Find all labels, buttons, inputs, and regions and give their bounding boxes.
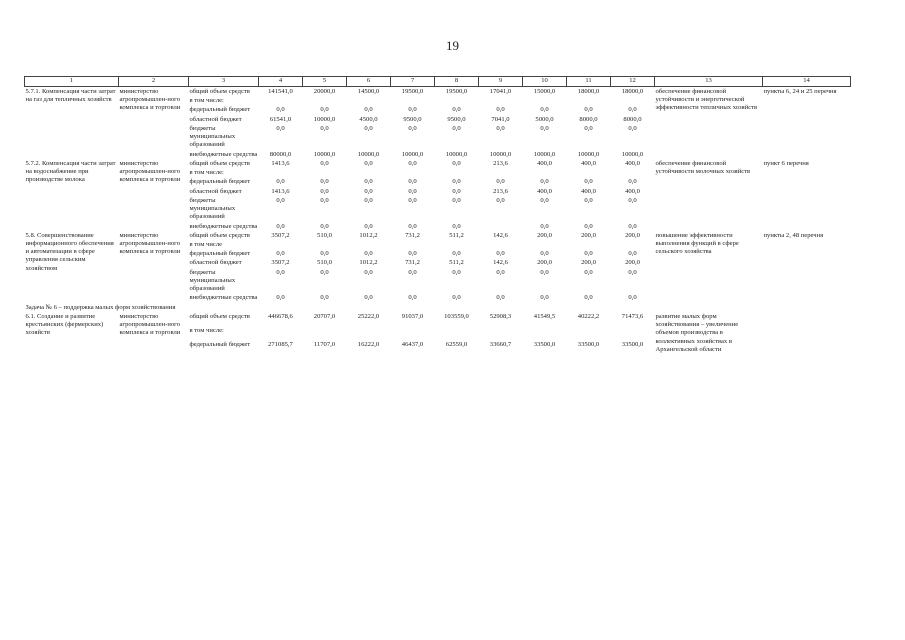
value-cell: 0,0 bbox=[364, 124, 373, 132]
expected-result: обеспечение финансовой устойчивости и энергетической эффективности тепличных хозяйств bbox=[655, 88, 758, 112]
empty-cell bbox=[259, 240, 303, 249]
value-cell: 0,0 bbox=[276, 222, 285, 230]
value-cell: 213,6 bbox=[493, 187, 508, 195]
empty-cell bbox=[347, 168, 391, 177]
value-cell: 142,6 bbox=[493, 231, 508, 239]
value-cell: 10000,0 bbox=[401, 150, 424, 158]
header-cell: 14 bbox=[763, 77, 851, 87]
value-cell: 0,0 bbox=[628, 106, 637, 114]
value-cell: 200,0 bbox=[537, 259, 552, 267]
value-cell: 0,0 bbox=[408, 294, 417, 302]
value-cell: 0,0 bbox=[496, 294, 505, 302]
value-cell: 0,0 bbox=[276, 178, 285, 186]
value-cell bbox=[479, 222, 523, 231]
value-cell: 19500,0 bbox=[445, 88, 468, 95]
including-label: в том числе bbox=[189, 240, 223, 248]
value-cell: 17041,0 bbox=[489, 88, 512, 95]
header-cell: 13 bbox=[655, 77, 763, 87]
value-cell: 200,0 bbox=[537, 231, 552, 239]
value-cell: 0,0 bbox=[364, 268, 373, 276]
expected-result: повышение эффективности выполнения функций в сфере сельского хозяйства bbox=[655, 231, 739, 256]
value-cell: 0,0 bbox=[628, 178, 637, 186]
value-cell: 0,0 bbox=[452, 222, 461, 230]
value-cell: 0,0 bbox=[540, 294, 549, 302]
value-cell: 0,0 bbox=[364, 187, 373, 195]
reference bbox=[763, 312, 851, 354]
value-cell: 0,0 bbox=[628, 250, 637, 258]
empty-cell bbox=[303, 326, 347, 340]
funding-source: бюджеты муниципальных образований bbox=[189, 196, 236, 221]
empty-cell bbox=[611, 96, 655, 105]
value-cell: 0,0 bbox=[496, 268, 505, 276]
value-cell: 0,0 bbox=[320, 106, 329, 114]
value-cell: 20707,0 bbox=[313, 312, 336, 320]
value-cell: 446678,6 bbox=[268, 312, 293, 320]
measure-name: 5.7.1. Компенсация части затрат на газ для тепличных хозяйств bbox=[25, 88, 116, 104]
value-cell: 14500,0 bbox=[357, 88, 380, 95]
value-cell: 142,6 bbox=[493, 259, 508, 267]
value-cell: 0,0 bbox=[452, 196, 461, 204]
expected-result: обеспечение финансовой устойчивости молочных хозяйств bbox=[655, 159, 751, 176]
value-cell: 200,0 bbox=[625, 259, 640, 267]
value-cell: 0,0 bbox=[408, 178, 417, 186]
value-cell: 400,0 bbox=[581, 187, 596, 195]
reference: пункты 6, 24 и 25 перечня bbox=[763, 88, 837, 95]
value-cell: 0,0 bbox=[364, 222, 373, 230]
empty-cell bbox=[391, 240, 435, 249]
column-number-row bbox=[25, 77, 851, 87]
value-cell: 511,2 bbox=[449, 231, 464, 239]
value-cell: 0,0 bbox=[452, 124, 461, 132]
empty-cell bbox=[347, 326, 391, 340]
value-cell: 71473,6 bbox=[621, 312, 644, 320]
value-cell: 0,0 bbox=[628, 196, 637, 204]
table-row bbox=[25, 312, 851, 326]
empty-cell bbox=[523, 168, 567, 177]
funding-source: внебюджетные средства bbox=[189, 150, 258, 158]
task-row bbox=[25, 303, 851, 312]
value-cell: 0,0 bbox=[628, 124, 637, 132]
value-cell: 0,0 bbox=[584, 250, 593, 258]
funding-source: областной бюджет bbox=[189, 187, 242, 195]
empty-cell bbox=[567, 240, 611, 249]
value-cell: 0,0 bbox=[584, 268, 593, 276]
value-cell: 19500,0 bbox=[401, 88, 424, 95]
header-cell: 1 bbox=[25, 77, 119, 87]
value-cell: 0,0 bbox=[496, 124, 505, 132]
value-cell: 10000,0 bbox=[313, 115, 336, 123]
value-cell: 510,0 bbox=[317, 259, 332, 267]
value-cell: 0,0 bbox=[320, 250, 329, 258]
value-cell: 400,0 bbox=[537, 159, 552, 167]
reference: пункт 6 перечня bbox=[763, 159, 809, 167]
value-cell: 0,0 bbox=[540, 268, 549, 276]
header-cell: 8 bbox=[435, 77, 479, 87]
value-cell: 0,0 bbox=[628, 268, 637, 276]
program-table bbox=[24, 76, 851, 354]
value-cell: 0,0 bbox=[584, 294, 593, 302]
value-cell: 25222,0 bbox=[357, 312, 380, 320]
value-cell: 0,0 bbox=[584, 106, 593, 114]
value-cell: 41549,5 bbox=[533, 312, 556, 320]
value-cell: 9500,0 bbox=[403, 115, 422, 123]
value-cell: 1012,2 bbox=[359, 231, 378, 239]
value-cell: 0,0 bbox=[408, 159, 417, 167]
value-cell: 1413,6 bbox=[271, 159, 290, 167]
value-cell: 0,0 bbox=[540, 196, 549, 204]
funding-source: общий объем средств bbox=[189, 88, 250, 95]
task-heading: Задача № 6 – поддержка малых форм хозяйствования bbox=[25, 303, 176, 311]
funding-source: общий объем средств bbox=[189, 312, 250, 320]
empty-cell bbox=[435, 240, 479, 249]
header-cell: 6 bbox=[347, 77, 391, 87]
value-cell: 10000,0 bbox=[621, 150, 644, 158]
value-cell: 0,0 bbox=[452, 250, 461, 258]
value-cell: 0,0 bbox=[364, 106, 373, 114]
executor: министерство агропромышлен-ного комплекса и торговли bbox=[119, 312, 181, 337]
empty-cell bbox=[391, 168, 435, 177]
value-cell: 0,0 bbox=[452, 159, 461, 167]
measure-name: 6.1. Создание и развитие крестьянских (фермерских) хозяйств bbox=[25, 312, 104, 337]
value-cell: 0,0 bbox=[540, 106, 549, 114]
empty-cell bbox=[479, 168, 523, 177]
value-cell: 0,0 bbox=[496, 106, 505, 114]
funding-source: бюджеты муниципальных образований bbox=[189, 268, 236, 293]
empty-cell bbox=[479, 96, 523, 105]
empty-cell bbox=[611, 240, 655, 249]
value-cell: 8000,0 bbox=[623, 115, 642, 123]
value-cell: 9500,0 bbox=[447, 115, 466, 123]
table-body bbox=[25, 87, 851, 355]
empty-cell bbox=[611, 168, 655, 177]
funding-source: федеральный бюджет bbox=[189, 178, 251, 186]
empty-cell bbox=[567, 168, 611, 177]
value-cell: 200,0 bbox=[625, 231, 640, 239]
value-cell: 10000,0 bbox=[445, 150, 468, 158]
value-cell: 16222,0 bbox=[357, 340, 380, 348]
value-cell: 0,0 bbox=[540, 250, 549, 258]
funding-source: бюджеты муниципальных образований bbox=[189, 124, 236, 149]
value-cell: 400,0 bbox=[537, 187, 552, 195]
value-cell: 10000,0 bbox=[313, 150, 336, 158]
empty-cell bbox=[567, 96, 611, 105]
including-label: в том числе: bbox=[189, 97, 224, 105]
value-cell: 731,2 bbox=[405, 231, 420, 239]
value-cell: 0,0 bbox=[408, 187, 417, 195]
header-cell: 12 bbox=[611, 77, 655, 87]
value-cell: 0,0 bbox=[364, 196, 373, 204]
value-cell: 33660,7 bbox=[489, 340, 512, 348]
funding-source: внебюджетные средства bbox=[189, 222, 258, 230]
value-cell: 0,0 bbox=[364, 294, 373, 302]
empty-cell bbox=[391, 326, 435, 340]
value-cell: 103559,0 bbox=[444, 312, 469, 320]
empty-cell bbox=[259, 326, 303, 340]
empty-cell bbox=[347, 240, 391, 249]
value-cell: 731,2 bbox=[405, 259, 420, 267]
empty-cell bbox=[303, 96, 347, 105]
measure-name: 5.8. Совершенствование информационного обеспечения и автоматизации в сфере управления сельским хозяйством bbox=[25, 231, 114, 272]
funding-source: федеральный бюджет bbox=[189, 340, 251, 348]
value-cell: 0,0 bbox=[320, 268, 329, 276]
empty-cell bbox=[479, 326, 523, 340]
value-cell: 5000,0 bbox=[535, 115, 554, 123]
empty-cell bbox=[303, 168, 347, 177]
empty-cell bbox=[479, 240, 523, 249]
value-cell: 18000,0 bbox=[577, 88, 600, 95]
header-cell: 4 bbox=[259, 77, 303, 87]
page-number: 19 bbox=[446, 38, 459, 53]
measure-name: 5.7.2. Компенсация части затрат на водоснабжение при производстве молока bbox=[25, 159, 116, 184]
value-cell: 3507,2 bbox=[271, 259, 290, 267]
empty-cell bbox=[567, 326, 611, 340]
funding-source: областной бюджет bbox=[189, 259, 242, 267]
table-row bbox=[25, 231, 851, 240]
value-cell: 10000,0 bbox=[357, 150, 380, 158]
value-cell: 10000,0 bbox=[533, 150, 556, 158]
value-cell: 0,0 bbox=[408, 124, 417, 132]
value-cell: 0,0 bbox=[276, 124, 285, 132]
value-cell: 4500,0 bbox=[359, 115, 378, 123]
value-cell: 1012,2 bbox=[359, 259, 378, 267]
value-cell: 18000,0 bbox=[621, 88, 644, 95]
value-cell: 0,0 bbox=[320, 196, 329, 204]
value-cell: 0,0 bbox=[408, 196, 417, 204]
value-cell: 15000,0 bbox=[533, 88, 556, 95]
value-cell: 0,0 bbox=[320, 222, 329, 230]
value-cell: 0,0 bbox=[408, 222, 417, 230]
value-cell: 141541,0 bbox=[268, 88, 293, 95]
empty-cell bbox=[523, 326, 567, 340]
value-cell: 0,0 bbox=[320, 187, 329, 195]
value-cell: 0,0 bbox=[276, 106, 285, 114]
reference: пункты 2, 48 перечня bbox=[763, 231, 824, 239]
value-cell: 0,0 bbox=[364, 178, 373, 186]
value-cell: 200,0 bbox=[581, 231, 596, 239]
value-cell: 1413,6 bbox=[271, 187, 290, 195]
value-cell: 0,0 bbox=[276, 268, 285, 276]
value-cell: 0,0 bbox=[276, 250, 285, 258]
value-cell: 511,2 bbox=[449, 259, 464, 267]
expected-result: развитие малых форм хозяйствования – увеличение объемов производства в коллективных хозяйствах в Архангельской области bbox=[655, 312, 739, 353]
value-cell: 0,0 bbox=[408, 250, 417, 258]
empty-cell bbox=[259, 168, 303, 177]
value-cell: 400,0 bbox=[625, 159, 640, 167]
value-cell: 400,0 bbox=[625, 187, 640, 195]
value-cell: 0,0 bbox=[628, 222, 637, 230]
value-cell: 91037,0 bbox=[401, 312, 424, 320]
value-cell: 11707,0 bbox=[313, 340, 336, 348]
value-cell: 0,0 bbox=[584, 222, 593, 230]
value-cell: 0,0 bbox=[540, 124, 549, 132]
value-cell: 33500,0 bbox=[577, 340, 600, 348]
value-cell: 271085,7 bbox=[268, 340, 293, 348]
funding-source: федеральный бюджет bbox=[189, 250, 251, 258]
empty-cell bbox=[391, 96, 435, 105]
funding-source: общий объем средств bbox=[189, 231, 250, 239]
table-row bbox=[25, 87, 851, 97]
empty-cell bbox=[523, 96, 567, 105]
value-cell: 3507,2 bbox=[271, 231, 290, 239]
funding-source: общий объем средств bbox=[189, 159, 250, 167]
value-cell: 8000,0 bbox=[579, 115, 598, 123]
value-cell: 0,0 bbox=[364, 159, 373, 167]
value-cell: 0,0 bbox=[408, 106, 417, 114]
value-cell: 10000,0 bbox=[577, 150, 600, 158]
including-label: в том числе: bbox=[189, 326, 224, 334]
header-cell: 10 bbox=[523, 77, 567, 87]
value-cell: 0,0 bbox=[628, 294, 637, 302]
value-cell: 0,0 bbox=[320, 124, 329, 132]
value-cell: 61541,0 bbox=[269, 115, 292, 123]
value-cell: 46437,0 bbox=[401, 340, 424, 348]
value-cell: 0,0 bbox=[452, 294, 461, 302]
value-cell: 0,0 bbox=[452, 268, 461, 276]
value-cell: 0,0 bbox=[584, 124, 593, 132]
value-cell: 0,0 bbox=[496, 250, 505, 258]
value-cell: 0,0 bbox=[364, 250, 373, 258]
value-cell: 0,0 bbox=[452, 178, 461, 186]
value-cell: 0,0 bbox=[496, 178, 505, 186]
value-cell: 0,0 bbox=[540, 178, 549, 186]
value-cell: 0,0 bbox=[496, 196, 505, 204]
table-row bbox=[25, 159, 851, 168]
funding-source: внебюджетные средства bbox=[189, 294, 258, 302]
value-cell: 80000,0 bbox=[269, 150, 292, 158]
header-cell: 11 bbox=[567, 77, 611, 87]
empty-cell bbox=[435, 96, 479, 105]
executor: министерство агропромышлен-ного комплекса и торговли bbox=[119, 88, 181, 112]
value-cell: 0,0 bbox=[320, 294, 329, 302]
value-cell: 213,6 bbox=[493, 159, 508, 167]
header-cell: 3 bbox=[189, 77, 259, 87]
value-cell: 510,0 bbox=[317, 231, 332, 239]
executor: министерство агропромышлен-ного комплекса и торговли bbox=[119, 231, 181, 256]
value-cell: 33500,0 bbox=[621, 340, 644, 348]
including-label: в том числе: bbox=[189, 169, 224, 177]
value-cell: 0,0 bbox=[540, 222, 549, 230]
value-cell: 62559,0 bbox=[445, 340, 468, 348]
value-cell: 52908,3 bbox=[489, 312, 512, 320]
executor: министерство агропромышлен-ного комплекса и торговли bbox=[119, 159, 181, 184]
header-cell: 7 bbox=[391, 77, 435, 87]
value-cell: 0,0 bbox=[320, 178, 329, 186]
value-cell: 0,0 bbox=[584, 178, 593, 186]
empty-cell bbox=[611, 326, 655, 340]
empty-cell bbox=[259, 96, 303, 105]
header-cell: 2 bbox=[119, 77, 189, 87]
header-cell: 5 bbox=[303, 77, 347, 87]
funding-source: федеральный бюджет bbox=[189, 106, 251, 114]
value-cell: 40222,2 bbox=[577, 312, 600, 320]
header-cell: 9 bbox=[479, 77, 523, 87]
value-cell: 10000,0 bbox=[489, 150, 512, 158]
value-cell: 0,0 bbox=[452, 187, 461, 195]
value-cell: 0,0 bbox=[276, 294, 285, 302]
value-cell: 0,0 bbox=[452, 106, 461, 114]
empty-cell bbox=[303, 240, 347, 249]
empty-cell bbox=[435, 326, 479, 340]
value-cell: 33500,0 bbox=[533, 340, 556, 348]
value-cell: 20000,0 bbox=[313, 88, 336, 95]
funding-source: областной бюджет bbox=[189, 115, 242, 123]
value-cell: 200,0 bbox=[581, 259, 596, 267]
value-cell: 0,0 bbox=[408, 268, 417, 276]
empty-cell bbox=[523, 240, 567, 249]
value-cell: 7041,0 bbox=[491, 115, 510, 123]
value-cell: 0,0 bbox=[320, 159, 329, 167]
value-cell: 0,0 bbox=[276, 196, 285, 204]
value-cell: 400,0 bbox=[581, 159, 596, 167]
empty-cell bbox=[435, 168, 479, 177]
value-cell: 0,0 bbox=[584, 196, 593, 204]
empty-cell bbox=[347, 96, 391, 105]
